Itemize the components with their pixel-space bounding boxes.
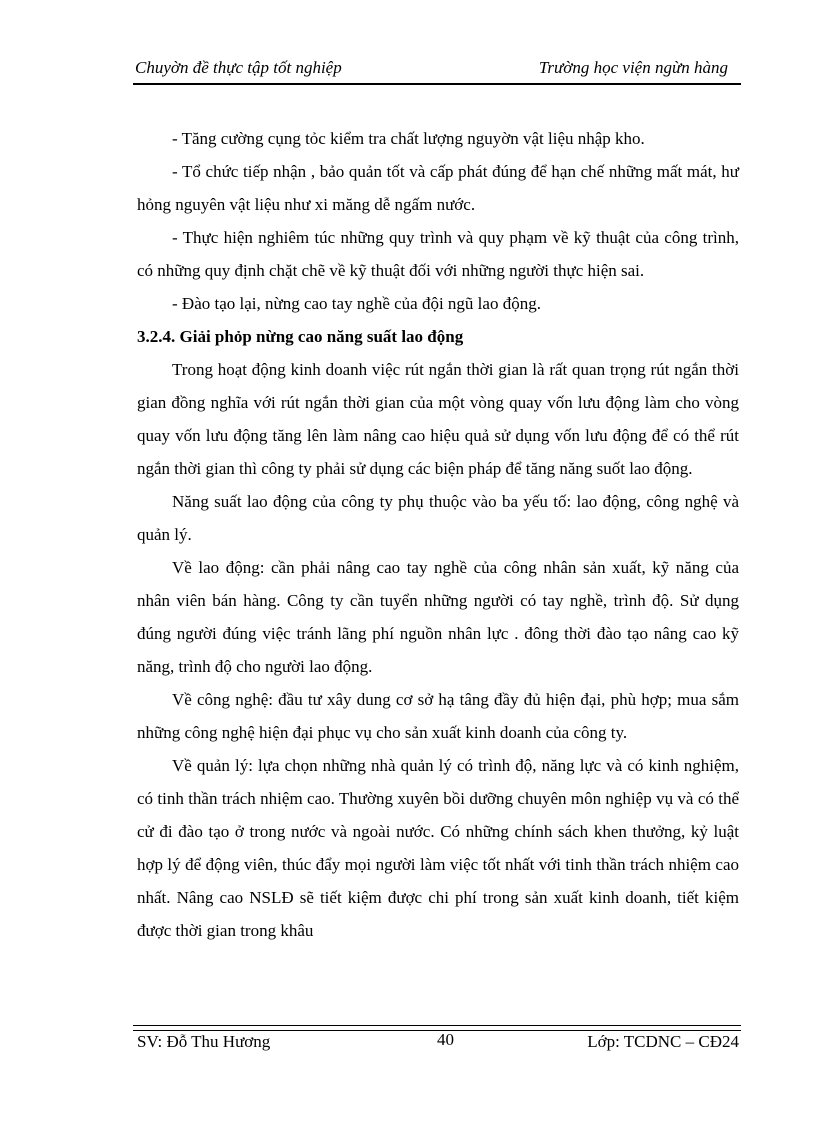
page-number: 40: [437, 1030, 454, 1049]
section-heading: 3.2.4. Giải phỏp nừng cao năng suất lao động: [137, 327, 464, 346]
paragraph-1: - Tăng cường cụng tỏc kiểm tra chất lượng nguyờn vật liệu nhập kho.: [172, 129, 645, 148]
footer-student-name: SV: Đỗ Thu Hương: [137, 1032, 271, 1051]
paragraph-8: Về công nghệ: đầu tư xây dung cơ sở hạ tâng đầy đủ hiện đại, phù hợp; mua sắm những công nghệ hiện đại phục vụ cho sản xuất kinh doanh của công ty.: [137, 690, 739, 742]
paragraph-7: Về lao động: cần phải nâng cao tay nghề của công nhân sản xuất, kỹ năng của nhân viên bán hàng. Công ty cần tuyển những người có tay nghề, trình độ. Sử dụng đúng người đúng việc tránh lãng phí nguồn nhân lực . đông thời đào tạo nâng cao kỹ năng, trình độ cho người lao động.: [137, 558, 739, 676]
paragraph-5: Trong hoạt động kinh doanh việc rút ngắn thời gian là rất quan trọng rút ngắn thời gian đồng nghĩa với rút ngắn thời gian của một vòng quay vốn lưu động làm cho vòng quay vốn lưu động tăng lên làm nâng cao hiệu quả sử dụng vốn lưu động để có thể rút ngắn thời gian thì công ty phải sử dụng các biện pháp để tăng năng suốt lao động.: [137, 360, 739, 478]
paragraph-4: - Đào tạo lại, nừng cao tay nghề của đội ngũ lao động.: [172, 294, 541, 313]
paragraph-2: - Tổ chức tiếp nhận , bảo quản tốt và cấp phát đúng để hạn chế những mất mát, hư hỏng nguyên vật liệu như xi măng dễ ngấm nước.: [137, 162, 739, 214]
page-header: [135, 58, 740, 84]
header-right-text: Trường học viện ngừn hàng: [538, 58, 728, 77]
paragraph-6: Năng suất lao động của công ty phụ thuộc vào ba yếu tố: lao động, công nghệ và quản lý.: [137, 492, 739, 544]
paragraph-9: Về quản lý: lựa chọn những nhà quản lý có trình độ, năng lực và có kinh nghiệm, có tinh thần trách nhiệm cao. Thường xuyên bồi dưỡng chuyên môn nghiệp vụ và có thể cử đi đào tạo ở trong nước và ngoài nước. Có những chính sách khen thưởng, kỷ luật hợp lý để động viên, thúc đẩy mọi người làm việc tốt nhất với tinh thần trách nhiệm cao nhất. Nâng cao NSLĐ sẽ tiết kiệm được chi phí trong sản xuất kinh doanh, tiết kiệm được thời gian trong khâu: [137, 756, 739, 940]
paragraph-3: - Thực hiện nghiêm túc những quy trình và quy phạm về kỹ thuật của công trình, có những quy định chặt chẽ về kỹ thuật đối với những người thực hiện sai.: [137, 228, 739, 280]
header-left-text: Chuyờn đề thực tập tốt nghiệp: [135, 58, 342, 77]
document-body: [137, 122, 739, 947]
page-footer: [137, 1032, 739, 1058]
footer-class: Lớp: TCDNC – CĐ24: [587, 1032, 739, 1051]
header-divider: [133, 83, 741, 85]
